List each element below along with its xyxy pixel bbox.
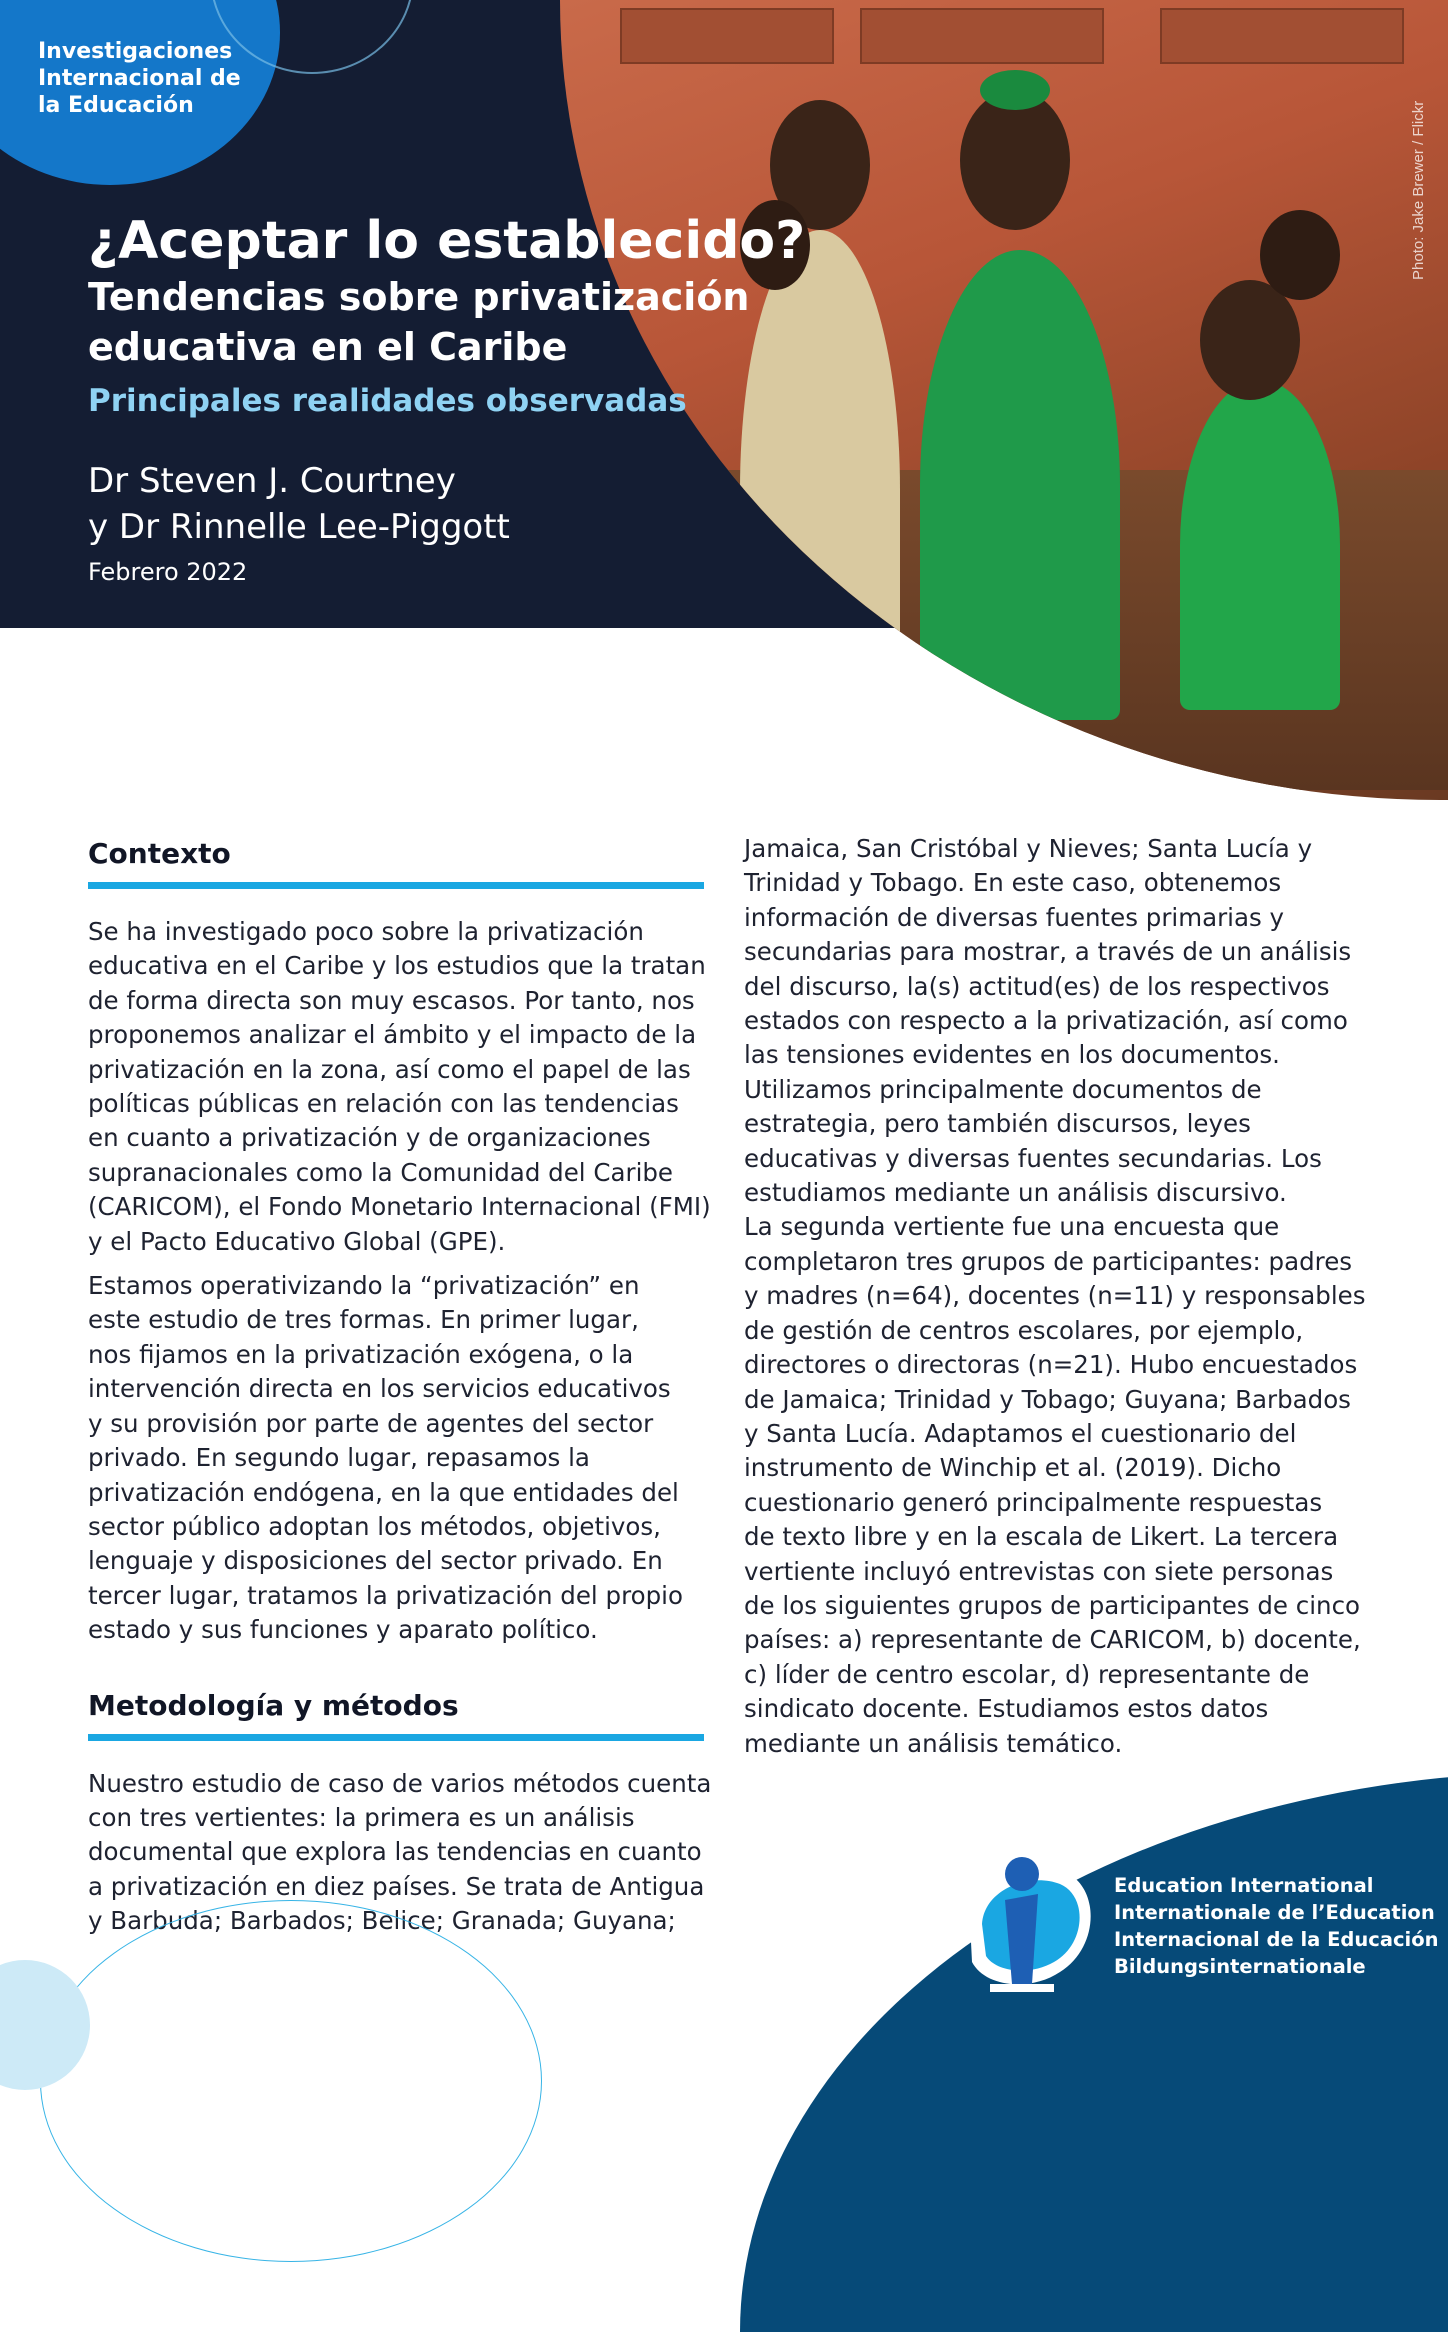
heading-rule xyxy=(88,882,704,889)
hair-bow xyxy=(980,70,1050,110)
text-line: proponemos analizar el ámbito y el impacto de la xyxy=(88,1020,697,1050)
author-line: y Dr Rinnelle Lee-Piggott xyxy=(88,507,510,547)
text-line: cuestionario generó principalmente respuestas xyxy=(744,1487,1323,1517)
text-line: a privatización en diez países. Se trata de Antigua xyxy=(88,1871,705,1901)
text-line: estados con respecto a la privatización, así como xyxy=(744,1006,1348,1036)
text-line: y Barbuda; Barbados; Belice; Granada; Guyana; xyxy=(88,1906,676,1936)
text-line: las tensiones evidentes en los documentos. xyxy=(744,1040,1280,1070)
text-line: con tres vertientes: la primera es un análisis xyxy=(88,1802,635,1832)
text-line: nos fijamos en la privatización exógena, o la xyxy=(88,1339,634,1369)
text-line: (CARICOM), el Fondo Monetario Internacional (FMI) xyxy=(88,1192,711,1222)
key-findings-label: Principales realidades observadas xyxy=(88,383,687,419)
text-line: del discurso, la(s) actitud(es) de los respectivos xyxy=(744,971,1330,1001)
text-line: Estamos operativizando la “privatización” en xyxy=(88,1271,640,1301)
text-line: estudiamos mediante un análisis discursivo. xyxy=(744,1178,1287,1208)
ei-organization-names xyxy=(1114,1872,1439,1980)
text-line: de texto libre y en la escala de Likert. La tercera xyxy=(744,1522,1339,1552)
section-heading-contexto: Contexto xyxy=(88,837,231,870)
text-line: tercer lugar, tratamos la privatización del propio xyxy=(88,1580,683,1610)
text-line: de los siguientes grupos de participantes de cinco xyxy=(744,1590,1361,1620)
child-figure xyxy=(1180,380,1340,710)
text-line: Trinidad y Tobago. En este caso, obtenemos xyxy=(744,868,1282,898)
decorative-ring xyxy=(40,1900,542,2262)
text-line: completaron tres grupos de participantes: padres xyxy=(744,1246,1353,1276)
text-line: de gestión de centros escolares, por ejemplo, xyxy=(744,1315,1304,1345)
text-line: estrategia, pero también discursos, leyes xyxy=(744,1109,1251,1139)
text-line: información de diversas fuentes primarias y xyxy=(744,902,1285,932)
brand-research-label xyxy=(38,38,278,119)
child-head xyxy=(960,90,1070,230)
child-figure xyxy=(920,250,1120,720)
brand-line: Investigaciones xyxy=(38,39,233,64)
photo-credit: Photo: Jake Brewer / Flickr xyxy=(1410,100,1427,280)
metodologia-continued xyxy=(744,832,1364,1761)
text-line: privado. En segundo lugar, repasamos la xyxy=(88,1443,590,1473)
text-line: secundarias para mostrar, a través de un análisis xyxy=(744,937,1352,967)
text-line: lenguaje y disposiciones del sector privado. En xyxy=(88,1546,663,1576)
authors xyxy=(88,458,808,550)
text-line: de Jamaica; Trinidad y Tobago; Guyana; Barbados xyxy=(744,1384,1351,1414)
wall-slot xyxy=(1160,8,1404,64)
text-line: de forma directa son muy escasos. Por tanto, nos xyxy=(88,985,695,1015)
text-line: mediante un análisis temático. xyxy=(744,1728,1123,1758)
text-line: y madres (n=64), docentes (n=11) y responsables xyxy=(744,1281,1366,1311)
text-line: directores o directoras (n=21). Hubo encuestados xyxy=(744,1350,1358,1380)
child-head xyxy=(1260,210,1340,300)
title-block xyxy=(88,210,808,590)
text-line: y Santa Lucía. Adaptamos el cuestionario del xyxy=(744,1418,1297,1448)
text-line: vertiente incluyó entrevistas con siete personas xyxy=(744,1556,1334,1586)
text-line: documental que explora las tendencias en cuanto xyxy=(88,1837,702,1867)
text-line: estado y sus funciones y aparato político. xyxy=(88,1615,598,1645)
text-line: Utilizamos principalmente documentos de xyxy=(744,1074,1262,1104)
heading-rule xyxy=(88,1734,704,1741)
subtitle-line: Tendencias sobre privatización xyxy=(88,275,750,319)
contexto-paragraph-2 xyxy=(88,1269,704,1647)
text-line: sector público adoptan los métodos, objetivos, xyxy=(88,1511,661,1541)
text-line: Nuestro estudio de caso de varios métodos cuenta xyxy=(88,1768,712,1798)
text-line: este estudio de tres formas. En primer lugar, xyxy=(88,1305,639,1335)
org-name-line: Internacional de la Educación xyxy=(1114,1928,1439,1951)
org-name-line: Internationale de l’Education xyxy=(1114,1901,1435,1924)
text-line: educativa en el Caribe y los estudios que la tratan xyxy=(88,951,706,981)
text-line: privatización endógena, en la que entidades del xyxy=(88,1477,679,1507)
text-line: privatización en la zona, así como el papel de las xyxy=(88,1054,691,1084)
text-line: Se ha investigado poco sobre la privatización xyxy=(88,917,644,946)
child-head xyxy=(1200,280,1300,400)
page-subtitle xyxy=(88,272,808,372)
right-column xyxy=(744,832,1364,1761)
left-column xyxy=(88,832,712,1949)
education-international-logo-icon xyxy=(950,1852,1100,2002)
text-line: La segunda vertiente fue una encuesta que xyxy=(744,1212,1280,1242)
author-line: Dr Steven J. Courtney xyxy=(88,461,456,501)
publication-date: Febrero 2022 xyxy=(88,558,248,586)
wall-slot xyxy=(860,8,1104,64)
wall-slot xyxy=(620,8,834,64)
text-line: instrumento de Winchip et al. (2019). Dicho xyxy=(744,1453,1282,1483)
text-line: y el Pacto Educativo Global (GPE). xyxy=(88,1226,506,1256)
contexto-paragraph-1 xyxy=(88,915,711,1259)
text-line: Jamaica, San Cristóbal y Nieves; Santa Lucía y xyxy=(744,834,1313,863)
brand-line: la Educación xyxy=(38,93,194,118)
section-heading-metodologia: Metodología y métodos xyxy=(88,1688,459,1722)
text-line: países: a) representante de CARICOM, b) docente, xyxy=(744,1625,1361,1655)
text-line: c) líder de centro escolar, d) representante de xyxy=(744,1659,1310,1689)
text-line: educativas y diversas fuentes secundarias. Los xyxy=(744,1143,1322,1173)
text-line: sindicato docente. Estudiamos estos datos xyxy=(744,1694,1269,1724)
org-name-line: Education International xyxy=(1114,1874,1374,1897)
text-line: políticas públicas en relación con las tendencias xyxy=(88,1089,679,1119)
text-line: supranacionales como la Comunidad del Caribe xyxy=(88,1157,673,1187)
text-line: y su provisión por parte de agentes del sector xyxy=(88,1408,654,1438)
metodologia-paragraph-1 xyxy=(88,1767,712,1939)
brand-line: Internacional de xyxy=(38,66,241,91)
text-line: en cuanto a privatización y de organizaciones xyxy=(88,1123,651,1153)
org-name-line: Bildungsinternationale xyxy=(1114,1955,1366,1978)
subtitle-line: educativa en el Caribe xyxy=(88,325,568,369)
text-line: intervención directa en los servicios educativos xyxy=(88,1374,671,1404)
page-title: ¿Aceptar lo establecido? xyxy=(88,211,806,271)
